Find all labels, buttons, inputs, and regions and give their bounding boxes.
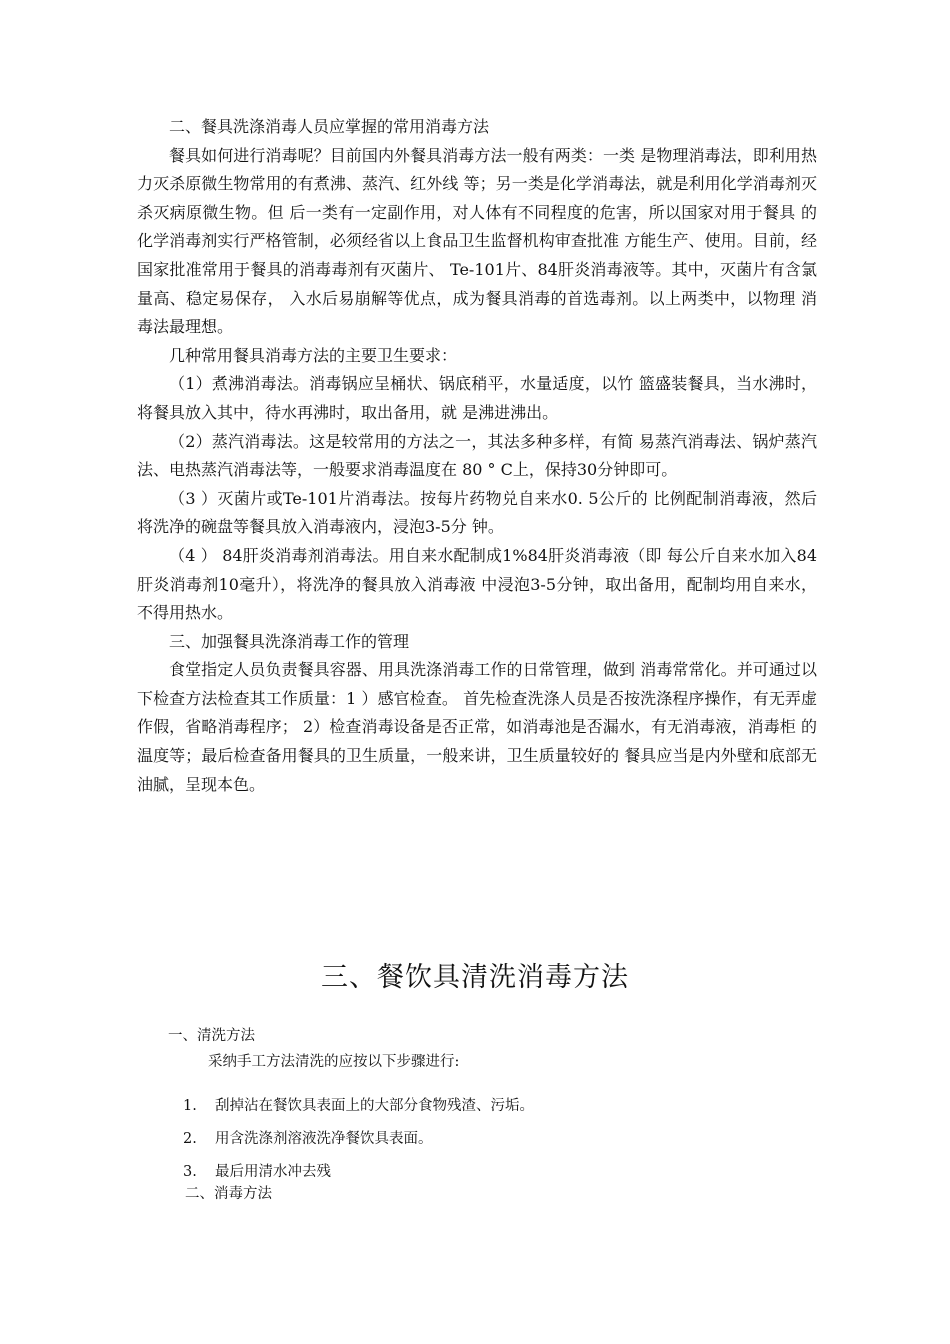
list-text: 最后用清水冲去残 xyxy=(215,1164,331,1180)
heading-disinfection-method: 二、消毒方法 xyxy=(185,1186,272,1202)
paragraph-requirements: 几种常用餐具消毒方法的主要卫生要求： xyxy=(169,345,458,365)
heading-cleaning-method: 一、清洗方法 xyxy=(168,1028,255,1044)
list-number: 3. xyxy=(183,1164,197,1180)
paragraph-management: 食堂指定人员负责餐具容器、用具洗涤消毒工作的日常管理，做到 消毒常常化。并可通过以下检查方法检查其工作质量：1 ）感官检查。 首先检查洗涤人员是否按洗涤程序操作，有无弄虚作假，省略消毒程序； 2）检查消毒设备是否正常，如消毒池是否漏水，有无消毒液，消毒柜 的温度等；最后检查备用餐具的卫生质量，一般来讲，卫生质量较好的 餐具应当是内外壁和底部无油腻，呈现本色。 xyxy=(137,660,817,794)
chapter-title: 三、餐饮具清洗消毒方法 xyxy=(321,962,629,993)
paragraph-84-disinfectant: （4 ） 84肝炎消毒剂消毒法。用自来水配制成1%84肝炎消毒液（即 每公斤自来水加入84肝炎消毒剂10毫升），将洗净的餐具放入消毒液 中浸泡3-5分钟，取出备用，配制均用自来水，不得用热水。 xyxy=(137,545,817,623)
section-heading-methods: 二、餐具洗涤消毒人员应掌握的常用消毒方法 xyxy=(169,117,490,136)
paragraph-steam: （2）蒸汽消毒法。这是较常用的方法之一，其法多种多样，有简 易蒸汽消毒法、锅炉蒸汽法、电热蒸汽消毒法等，一般要求消毒温度在 80 ° C上，保持30分钟即可。 xyxy=(137,431,817,480)
list-number: 1. xyxy=(183,1098,197,1114)
paragraph-boiling: （1）煮沸消毒法。消毒锅应呈桶状、锅底稍平，水量适度，以竹 篮盛装餐具，当水沸时，将餐具放入其中，待水再沸时，取出备用，就 是沸进沸出。 xyxy=(137,374,817,422)
section-heading-management: 三、加强餐具洗涤消毒工作的管理 xyxy=(169,631,410,651)
list-number: 2. xyxy=(183,1131,197,1147)
list-text: 用含洗涤剂溶液洗净餐饮具表面。 xyxy=(215,1131,433,1147)
paragraph-tablet: （3 ）灭菌片或Te-101片消毒法。按每片药物兑自来水0. 5公斤的 比例配制消毒液，然后将洗净的碗盘等餐具放入消毒液内，浸泡3-5分 钟。 xyxy=(137,488,817,537)
paragraph-intro: 餐具如何进行消毒呢？目前国内外餐具消毒方法一般有两类：一类 是物理消毒法，即利用热力灭杀原微生物常用的有煮沸、蒸汽、红外线 等；另一类是化学消毒法，就是利用化学消毒剂灭杀灭病原微生物。但 后一类有一定副作用，对人体有不同程度的危害，所以国家对用于餐具 的化学消毒剂实行严格管制，必须经省以上食品卫生监督机构审查批准 方能生产、使用。目前，经国家批准常用于餐具的消毒毒剂有灭菌片、 Te-101片、84肝炎消毒液等。其中，灭菌片有含氯量高、稳定易保存， 入水后易崩解等优点，成为餐具消毒的首选毒剂。以上两类中，以物理 消毒法最理想。 xyxy=(137,145,817,337)
section-one-body xyxy=(137,113,817,799)
list-item xyxy=(183,1095,883,1117)
list-item xyxy=(183,1161,883,1183)
cleaning-intro: 采纳手工方法清洗的应按以下步骤进行: xyxy=(208,1054,460,1070)
cleaning-steps-list xyxy=(183,1095,883,1194)
list-item xyxy=(183,1128,883,1150)
list-text: 刮掉沾在餐饮具表面上的大部分食物残渣、污垢。 xyxy=(215,1098,534,1114)
